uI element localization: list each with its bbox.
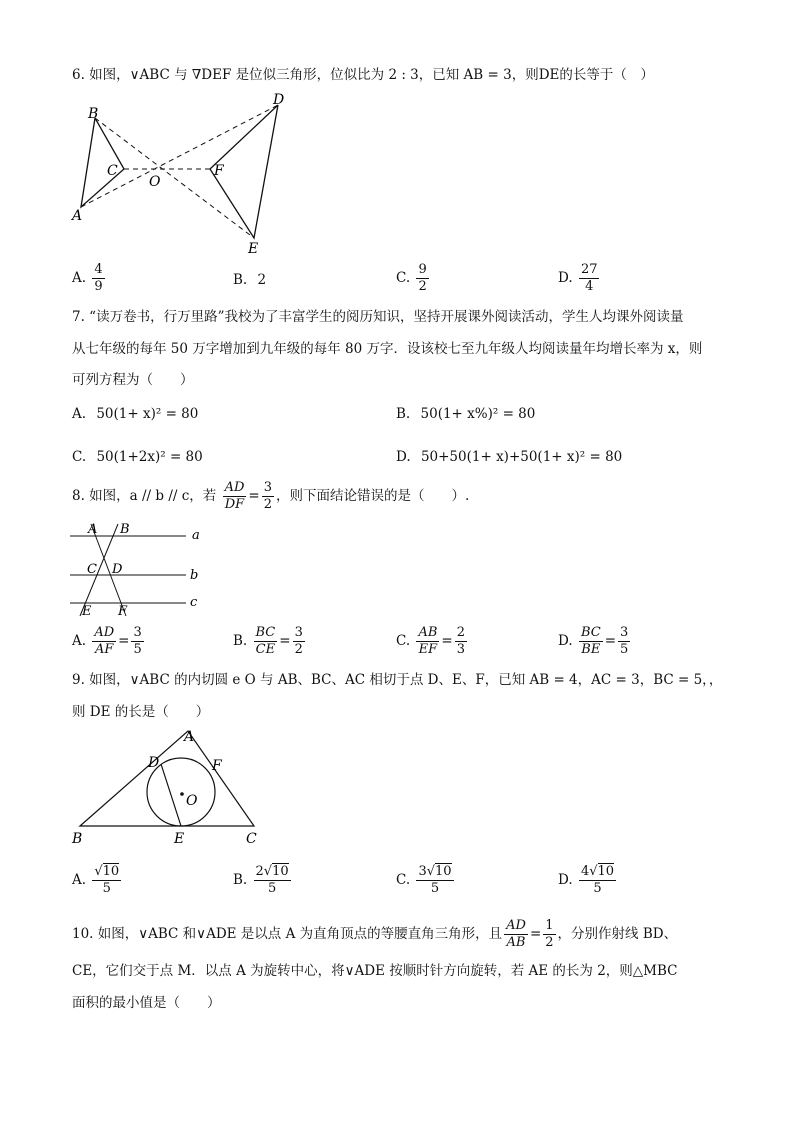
q9-option-a[interactable]: A. $\frac{√10}{5}$ bbox=[72, 864, 120, 896]
q7-stem-line1: 7. “读万卷书，行万里路”我校为了丰富学生的阅历知识，坚持开展课外阅读活动，学生人均课外阅读量 bbox=[72, 309, 684, 325]
q9-label-C: C bbox=[246, 831, 257, 847]
q9-label-A: A bbox=[184, 729, 195, 745]
q10-stem-line1: 10. 如图，∨ABC 和∨ADE 是以点 A 为直角顶点的等腰直角三角形，且 $\frac{AD}{AB}$ = $\frac{1}{2}$ ，分别作射线 BD、 bbox=[72, 918, 678, 950]
q8-option-c[interactable]: C. $\frac{AB}{EF}$ = $\frac{2}{3}$ bbox=[396, 625, 465, 657]
q8-label-a: a bbox=[192, 528, 200, 543]
q7-option-c[interactable]: C. 50(1+2x)² = 80 bbox=[72, 449, 203, 465]
q6-label-E: E bbox=[248, 241, 259, 257]
q9-label-D: D bbox=[148, 755, 160, 771]
q6-label-O: O bbox=[149, 174, 161, 190]
q9-option-b[interactable]: B. $\frac{2√10}{5}$ bbox=[233, 864, 289, 896]
q6-label-D: D bbox=[273, 92, 285, 108]
q8-label-B: B bbox=[120, 522, 130, 537]
q7-option-d[interactable]: D. 50+50(1+ x)+50(1+ x)² = 80 bbox=[396, 449, 623, 465]
q9-label-O: O bbox=[186, 793, 198, 809]
q6-figure bbox=[64, 90, 324, 260]
q6-label-C: C bbox=[107, 163, 118, 179]
q6-option-c[interactable]: C. $\frac{9}{2}$ bbox=[396, 262, 427, 294]
q8-label-D: D bbox=[112, 562, 123, 577]
q9-figure bbox=[66, 727, 286, 849]
q8-option-b[interactable]: B. $\frac{BC}{CE}$ = $\frac{3}{2}$ bbox=[233, 625, 303, 657]
q8-option-a[interactable]: A. $\frac{AD}{AF}$ = $\frac{3}{5}$ bbox=[72, 625, 142, 657]
q6-stem: 6. 如图，∨ABC 与 ∇DEF 是位似三角形，位似比为 2 : 3，已知 AB = 3，则DE的长等于（ ） bbox=[72, 67, 654, 83]
q6-option-b[interactable]: B. 2 bbox=[233, 272, 267, 288]
q8-label-b: b bbox=[190, 568, 199, 583]
q8-label-c: c bbox=[190, 595, 198, 610]
q7-option-a[interactable]: A. 50(1+ x)² = 80 bbox=[72, 406, 199, 422]
q6-label-B: B bbox=[88, 106, 99, 122]
q9-label-F: F bbox=[212, 758, 222, 774]
q9-label-E: E bbox=[174, 831, 185, 847]
q9-label-B: B bbox=[72, 831, 83, 847]
q7-option-b[interactable]: B. 50(1+ x%)² = 80 bbox=[396, 406, 536, 422]
q9-option-c[interactable]: C. $\frac{3√10}{5}$ bbox=[396, 864, 452, 896]
q9-stem-line1: 9. 如图，∨ABC 的内切圆 e O 与 AB、BC、AC 相切于点 D、E、F，已知 AB = 4，AC = 3，BC = 5，， bbox=[72, 672, 723, 688]
q9-option-d[interactable]: D. $\frac{4√10}{5}$ bbox=[558, 864, 615, 896]
q8-label-C: C bbox=[87, 562, 97, 577]
q8-label-E: E bbox=[82, 604, 92, 618]
q8-stem: 8. 如图，a // b // c，若 $\frac{AD}{DF}$ = $\frac{3}{2}$ ，则下面结论错误的是（ ）. bbox=[72, 480, 470, 512]
q6-label-F: F bbox=[214, 163, 224, 179]
q10-stem-line2: CE，它们交于点 M．以点 A 为旋转中心，将∨ADE 按顺时针方向旋转，若 AE 的长为 2，则△MBC bbox=[72, 963, 678, 979]
q6-option-d[interactable]: D. $\frac{27}{4}$ bbox=[558, 262, 598, 294]
q6-label-A: A bbox=[72, 208, 83, 224]
q9-stem-line2: 则 DE 的长是（ ） bbox=[72, 704, 210, 720]
q10-stem-line3: 面积的最小值是（ ） bbox=[72, 995, 221, 1011]
q8-label-A: A bbox=[88, 522, 98, 537]
q8-figure bbox=[66, 518, 216, 618]
q7-stem-line2: 从七年级的每年 50 万字增加到九年级的每年 80 万字．设该校七至九年级人均阅读量年均增长率为 x，则 bbox=[72, 341, 703, 357]
q8-option-d[interactable]: D. $\frac{BC}{BE}$ = $\frac{3}{5}$ bbox=[558, 625, 629, 657]
q6-option-a[interactable]: A. $\frac{4}{9}$ bbox=[72, 262, 103, 294]
q7-stem-line3: 可列方程为（ ） bbox=[72, 372, 194, 388]
q8-label-F: F bbox=[118, 604, 128, 618]
